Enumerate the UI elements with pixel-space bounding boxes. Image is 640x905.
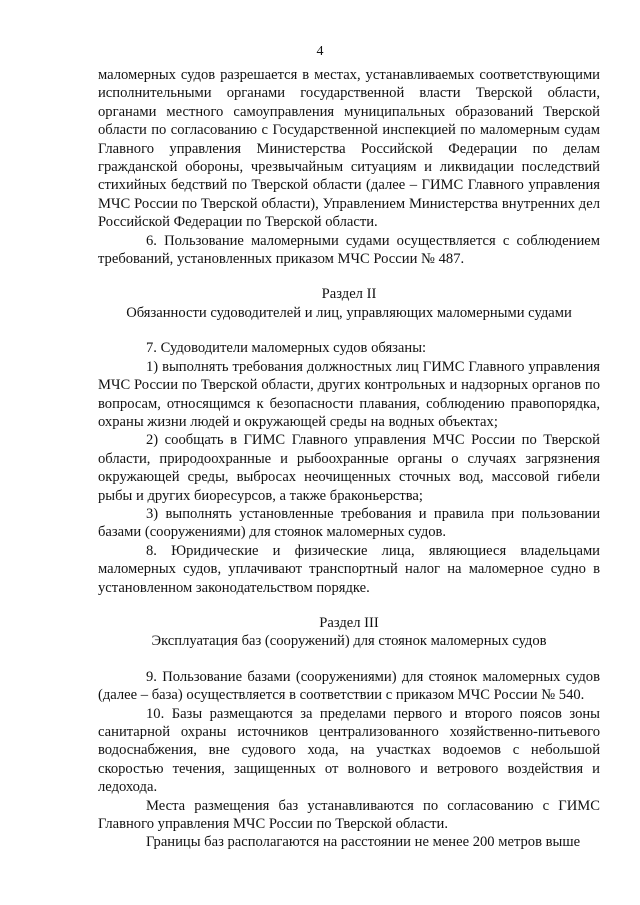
paragraph: 7. Судоводители маломерных судов обязаны: bbox=[146, 340, 427, 357]
paragraph: 6. Пользование маломерными судами осуществляется с соблюдением требований, установленных приказом МЧС России № 487. bbox=[98, 232, 600, 268]
paragraph: маломерных судов разрешается в местах, устанавливаемых соответствующими исполнительными органами государственной власти Тверской области, органами местного самоуправления муниципальных образований Тверской области по согласованию с Государственной инспекцией по маломерным судам Главного управления Министерства Российской Федерации по делам гражданской обороны, чрезвычайным ситуациям и ликвидации последствий стихийных бедствий по Тверской области (далее – ГИМС Главного управления МЧС России по Тверской области), Управлением Министерства внутренних дел Российской Федерации по Тверской области. bbox=[98, 67, 600, 231]
paragraph: 9. Пользование базами (сооружениями) для стоянок маломерных судов (далее – база) осуществляется в соответствии с приказом МЧС России № 540. bbox=[98, 668, 600, 704]
paragraph: 8. Юридические и физические лица, являющиеся владельцами маломерных судов, уплачивают транспортный налог на маломерное судно в установленном законодательством порядке. bbox=[98, 542, 600, 596]
list-item: 1) выполнять требования должностных лиц ГИМС Главного управления МЧС России по Тверской области, других контрольных и надзорных органов по вопросам, относящимся к безопасности плавания, соблюдению правопорядка, охраны жизни людей и окружающей среды на водных объектах; bbox=[98, 358, 600, 430]
section-heading: Раздел II bbox=[321, 286, 377, 303]
paragraph: 10. Базы размещаются за пределами первого и второго поясов зоны санитарной охраны источников централизованного хозяйственно-питьевого водоснабжения, вне судового хода, на участках водоемов с небольшой скоростью течения, защищенных от волнового и ветрового воздействия и ледохода. bbox=[98, 705, 600, 796]
paragraph: Границы баз располагаются на расстоянии не менее 200 метров выше bbox=[146, 834, 581, 851]
section-heading: Раздел III bbox=[319, 614, 379, 631]
section-title: Эксплуатация баз (сооружений) для стоянок маломерных судов bbox=[151, 633, 547, 650]
paragraph: Места размещения баз устанавливаются по согласованию с ГИМС Главного управления МЧС России по Тверской области. bbox=[98, 797, 600, 833]
section-title: Обязанности судоводителей и лиц, управляющих маломерными судами bbox=[126, 304, 572, 321]
list-item: 3) выполнять установленные требования и правила при пользовании базами (сооружениями) для стоянок маломерных судов. bbox=[98, 505, 600, 541]
list-item: 2) сообщать в ГИМС Главного управления МЧС России по Тверской области, природоохранные и рыбоохранные органы о случаях загрязнения окружающей среды, выбросах неочищенных сточных вод, массовой гибели рыбы и других биоресурсов, а также браконьерства; bbox=[98, 432, 600, 504]
page-number: 4 bbox=[316, 44, 324, 59]
document-body bbox=[98, 66, 600, 852]
